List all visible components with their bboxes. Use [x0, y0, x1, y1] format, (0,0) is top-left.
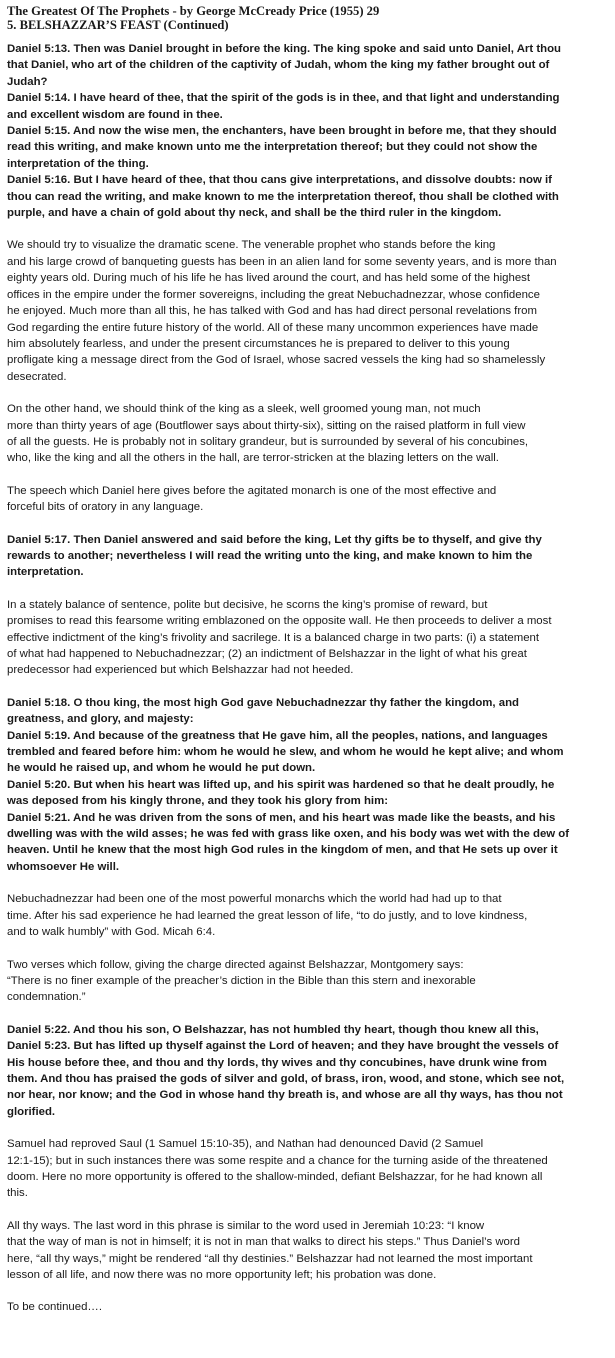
text-line: The speech which Daniel here gives before the agitated monarch is one of the most effective and [7, 484, 497, 497]
text-line: them. And thou has praised the gods of silver and gold, of brass, iron, wood, and stone, which see not, [7, 1072, 565, 1085]
text-line: promises to read this fearsome writing emblazoned on the opposite wall. He then proceeds to deliver a most [7, 615, 552, 628]
text-line: eighty years old. During much of his life he has lived around the court, and has held some of the highest [7, 272, 531, 285]
text-line: To be continued…. [7, 1301, 102, 1314]
commentary-paragraph [7, 401, 609, 467]
text-line: Daniel 5:13. Then was Daniel brought in before the king. The king spoke and said unto Daniel, Art thou [7, 43, 561, 55]
text-line: that the way of man is not in himself; it is not in man that walks to direct his steps.” Thus Daniel’s word [7, 1236, 521, 1249]
text-line: more than thirty years of age (Boutflower says about thirty-six), sitting on the raised platform in full view [7, 419, 526, 432]
text-line: Daniel 5:23. But has lifted up thyself against the Lord of heaven; and they have brought the vessels of [7, 1040, 559, 1053]
text-line: We should try to visualize the dramatic scene. The venerable prophet who stands before the king [7, 239, 496, 252]
text-line: Samuel had reproved Saul (1 Samuel 15:10-35), and Nathan had denounced David (2 Samuel [7, 1138, 484, 1151]
scripture-passage [7, 41, 609, 221]
text-line: this. [7, 1187, 28, 1200]
text-line: Daniel 5:15. And now the wise men, the enchanters, have been brought in before me, that they should [7, 125, 557, 138]
commentary-paragraph [7, 1136, 609, 1202]
text-line: he would he raised up, and whom he would he put down. [7, 762, 316, 775]
text-line: that Daniel, who art of the children of the captivity of Judah, whom the king my father brought out of [7, 59, 550, 72]
header-chapter-line: 5. BELSHAZZAR’S FEAST (Continued) [7, 18, 229, 32]
text-line: interpretation of the thing. [7, 157, 149, 170]
text-line: and to walk humbly” with God. Micah 6:4. [7, 926, 216, 939]
text-line: nor hear, nor know; and the God in whose hand thy breath is, and whose are all thy ways, has thou not [7, 1089, 563, 1102]
text-line: rewards to another; nevertheless I will read the writing unto the king, and make known to him the [7, 549, 533, 562]
text-line: of what had happened to Nebuchadnezzar; (2) an indictment of Belshazzar in the light of what his great [7, 648, 527, 660]
text-line: glorified. [7, 1105, 56, 1118]
text-line: he enjoyed. Much more than all this, he has talked with God and has had direct personal revelations from [7, 305, 537, 318]
header-title-line: The Greatest Of The Prophets - by George McCready Price (1955) 29 [7, 4, 380, 18]
text-line: condemnation.” [7, 991, 86, 1004]
text-line: Daniel 5:22. And thou his son, O Belshazzar, has not humbled thy heart, though thou knew all this, [7, 1023, 539, 1036]
text-line: of all the guests. He is probably not in solitary grandeur, but is surrounded by several of his concubines, [7, 435, 529, 448]
text-line: In a stately balance of sentence, polite but decisive, he scorns the king’s promise of reward, but [7, 598, 488, 611]
text-line: effective indictment of the king’s frivolity and sacrilege. It is a balanced charge in two parts: (i) a statement [7, 631, 540, 644]
commentary-paragraph [7, 1218, 609, 1284]
text-line: time. After his sad experience he had learned the great lesson of life, “to do justly, and to love kindness, [7, 909, 528, 922]
text-line: God regarding the entire future history of the world. All of these many uncommon experiences have made [7, 321, 539, 334]
text-line: Daniel 5:17. Then Daniel answered and said before the king, Let thy gifts be to thyself, and give thy [7, 533, 542, 546]
text-line: was deposed from his kingly throne, and they took his glory from him: [7, 795, 389, 808]
commentary-paragraph [7, 957, 609, 1006]
text-line: Two verses which follow, giving the charge directed against Belshazzar, Montgomery says: [7, 958, 464, 971]
commentary-paragraph [7, 597, 609, 679]
document-header [7, 4, 609, 32]
text-line: purple, and have a chain of gold about thy neck, and shall be the third ruler in the kingdom. [7, 207, 502, 220]
text-line: Judah? [7, 75, 48, 88]
text-line: and excellent wisdom are found in thee. [7, 108, 223, 121]
text-line: profligate king a message direct from the God of Israel, whose sacred vessels the king had so shamelessly [7, 354, 546, 367]
text-line: offices in the empire under the former sovereigns, including the great Nebuchadnezzar, whose confidence [7, 288, 540, 301]
text-line: desecrated. [7, 370, 67, 383]
text-line: Daniel 5:18. O thou king, the most high God gave Nebuchadnezzar thy father the kingdom, and [7, 696, 520, 709]
text-line: On the other hand, we should think of the king as a sleek, well groomed young man, not much [7, 403, 481, 416]
text-line: Daniel 5:20. But when his heart was lifted up, and his spirit was hardened so that he dealt proudly, he [7, 778, 555, 791]
text-line: 12:1-15); but in such instances there was some respite and a chance for the turning aside of the threatened [7, 1154, 548, 1167]
text-line: here, “all thy ways,” might be rendered “all thy destinies.” Belshazzar had not learned the most important [7, 1252, 533, 1265]
text-line: All thy ways. The last word in this phrase is similar to the word used in Jeremiah 10:23: “I know [7, 1219, 485, 1232]
text-line: and his large crowd of banqueting guests has been in an alien land for some seventy years, and is more than [7, 255, 557, 268]
commentary-paragraph [7, 483, 609, 516]
text-line: Daniel 5:21. And he was driven from the sons of men, and his heart was made like the beasts, and his [7, 811, 556, 824]
document-body [7, 41, 609, 1316]
text-line: him absolutely fearless, and under the present circumstances he is prepared to deliver to this young [7, 337, 510, 350]
scripture-passage [7, 695, 609, 875]
text-line: His house before thee, and thou and thy lords, thy wives and thy concubines, have drunk wine from [7, 1056, 547, 1069]
text-line: Nebuchadnezzar had been one of the most powerful monarchs which the world had had up to that [7, 893, 502, 906]
text-line: doom. Here no more opportunity is offered to the shallow-minded, defiant Belshazzar, for he had known all [7, 1170, 543, 1183]
text-line: greatness, and glory, and majesty: [7, 713, 194, 726]
commentary-paragraph [7, 1299, 609, 1315]
commentary-paragraph [7, 237, 609, 385]
text-line: read this writing, and make known unto me the interpretation thereof; but they could not show the [7, 141, 538, 154]
text-line: thou can read the writing, and make known to me the interpretation thereof, thou shall be clothed with [7, 190, 559, 203]
scripture-passage [7, 1022, 609, 1120]
text-line: predecessor had experienced but which Belshazzar had not heeded. [7, 664, 354, 677]
text-line: Daniel 5:16. But I have heard of thee, that thou cans give interpretations, and dissolve doubts: now if [7, 174, 552, 187]
text-line: who, like the king and all the others in the hall, are terror-stricken at the blazing letters on the wall. [7, 452, 499, 465]
text-line: Daniel 5:19. And because of the greatness that He gave him, all the peoples, nations, and languages [7, 729, 548, 742]
text-line: trembled and feared before him: whom he would he slew, and whom he would he kept alive; and whom [7, 746, 564, 759]
text-line: forceful bits of oratory in any language. [7, 501, 204, 514]
text-line: whomsoever He will. [7, 860, 120, 873]
text-line: interpretation. [7, 566, 84, 579]
scripture-passage [7, 532, 609, 581]
text-line: dwelling was with the wild asses; he was fed with grass like oxen, and his body was wet with the dew of [7, 828, 570, 841]
text-line: heaven. Until he knew that the most high God rules in the kingdom of men, and that He sets up over it [7, 844, 558, 857]
text-line: Daniel 5:14. I have heard of thee, that the spirit of the gods is in thee, and that light and understanding [7, 92, 560, 105]
commentary-paragraph [7, 891, 609, 940]
text-line: “There is no finer example of the preacher’s diction in the Bible than this stern and inexorable [7, 974, 476, 987]
text-line: lesson of all life, and now there was no more opportunity left; his probation was done. [7, 1269, 437, 1281]
